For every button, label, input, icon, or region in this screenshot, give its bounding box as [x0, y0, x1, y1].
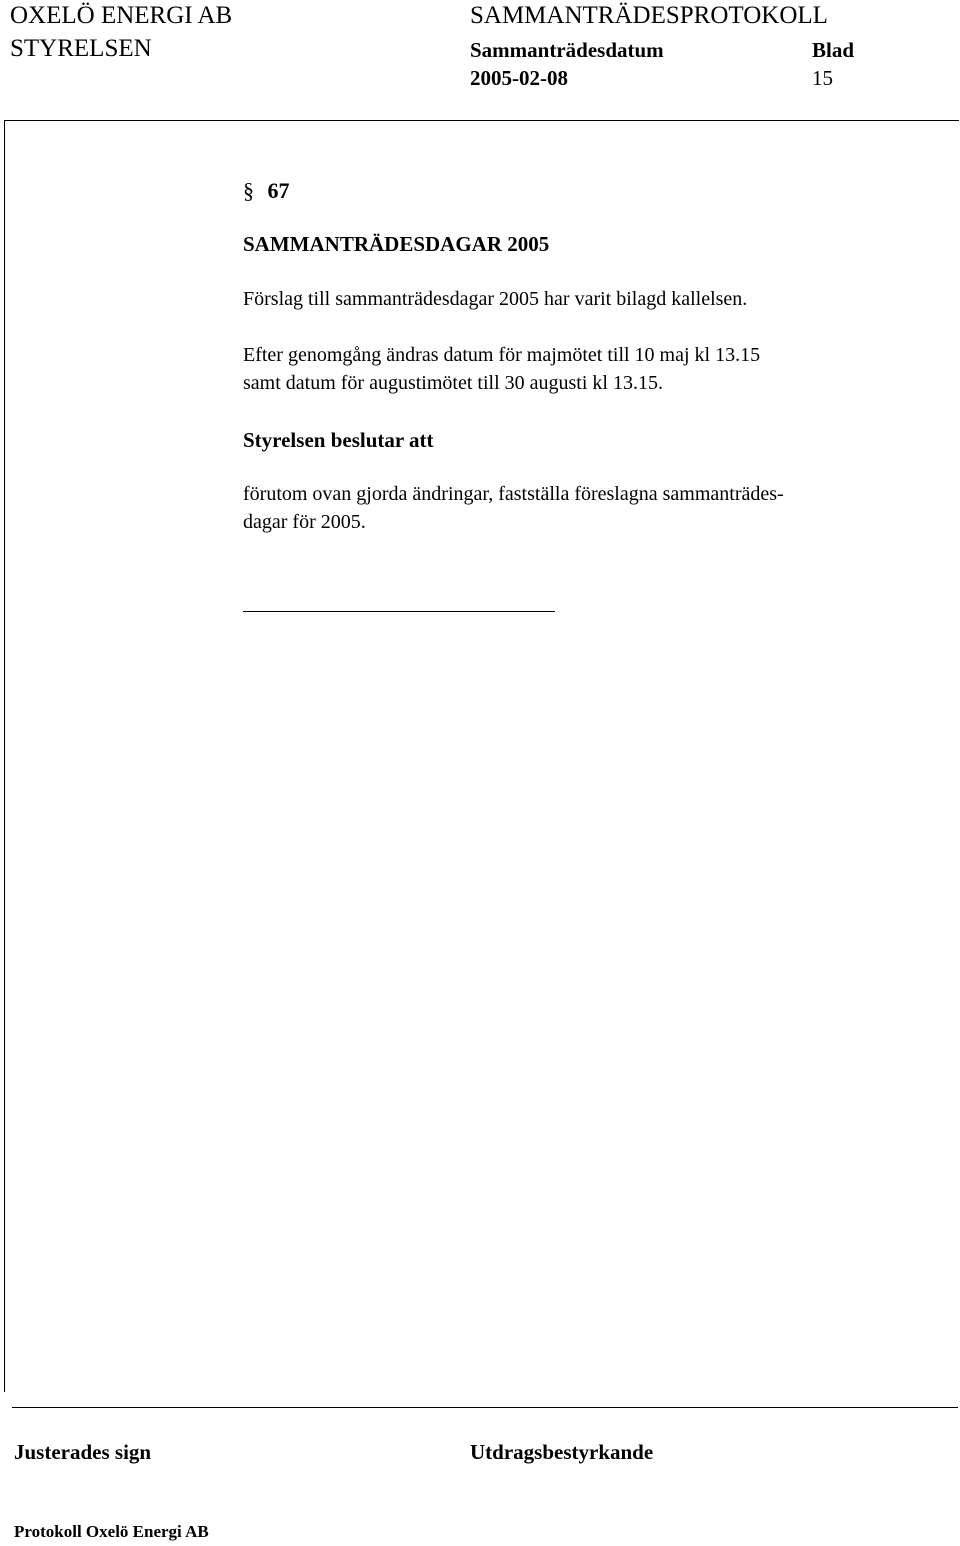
decision-line1: förutom ovan gjorda ändringar, fastställa föreslagna sammanträdes-: [243, 483, 784, 505]
company-name: OXELÖ ENERGI AB: [10, 2, 233, 29]
board-name: STYRELSEN: [10, 35, 152, 62]
paragraph-proposal: Förslag till sammanträdesdagar 2005 har varit bilagd kallelsen.: [243, 288, 748, 310]
signature-label: Justerades sign: [14, 1440, 152, 1464]
left-margin-line: [4, 120, 5, 1392]
paragraph-changes-line2: samt datum för augustimötet till 30 augusti kl 13.15.: [243, 372, 663, 394]
meeting-date-value: 2005-02-08: [470, 66, 568, 90]
paragraph-changes-line1: Efter genomgång ändras datum för majmötet till 10 maj kl 13.15: [243, 344, 761, 366]
footer-divider: [12, 1407, 958, 1408]
decision-heading: Styrelsen beslutar att: [243, 428, 434, 452]
header-divider: [4, 120, 959, 121]
meeting-date-label: Sammanträdesdatum: [470, 38, 664, 62]
protocol-footer: Protokoll Oxelö Energi AB: [14, 1522, 209, 1541]
page-number: 15: [812, 66, 833, 90]
section-number: 67: [267, 178, 290, 203]
section-symbol: §: [243, 178, 254, 203]
extract-certification-label: Utdragsbestyrkande: [470, 1440, 654, 1464]
page-label: Blad: [812, 38, 855, 62]
section-heading: [243, 178, 290, 204]
section-end-rule: [243, 611, 555, 612]
section-title: SAMMANTRÄDESDAGAR 2005: [243, 232, 550, 256]
document-type: SAMMANTRÄDESPROTOKOLL: [470, 2, 828, 29]
decision-line2: dagar för 2005.: [243, 511, 366, 533]
